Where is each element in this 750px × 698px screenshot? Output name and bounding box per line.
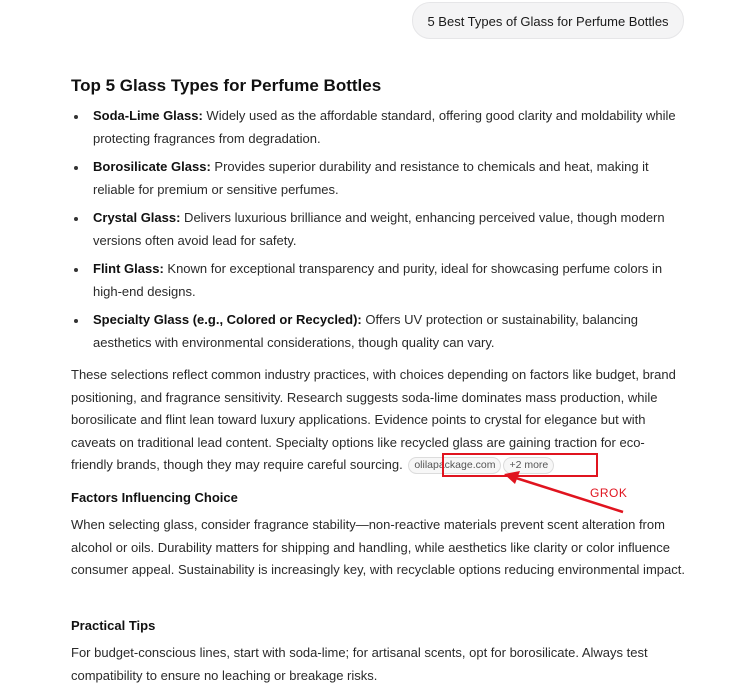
factors-heading: Factors Influencing Choice <box>71 490 238 505</box>
list-item-desc: Delivers luxurious brilliance and weight, enhancing perceived value, though modern versions often avoid lead for safety. <box>93 210 665 248</box>
list-item-desc: Widely used as the affordable standard, offering good clarity and moldability while protecting fragrances from degradation. <box>93 108 676 146</box>
tips-heading: Practical Tips <box>71 618 156 633</box>
summary-text: These selections reflect common industry practices, with choices depending on factors like budget, brand positioning, and fragrance sensitivity. Research suggests soda-lime dominates mass production, while borosilicate and flint lean toward luxury applications. Evidence points to crystal for elegance but with caveats on traditional lead content. Specialty options like recycled glass are gaining traction for eco-friendly brands, though they may require careful sourcing. <box>71 367 676 472</box>
annotation-label: GROK <box>590 486 628 500</box>
list-item-name: Specialty Glass (e.g., Colored or Recycled): <box>93 312 362 327</box>
user-message-bubble: 5 Best Types of Glass for Perfume Bottles <box>412 2 684 39</box>
list-item-desc: Provides superior durability and resistance to chemicals and heat, making it reliable for premium or sensitive perfumes. <box>93 159 649 197</box>
list-item-name: Flint Glass: <box>93 261 164 276</box>
response-title: Top 5 Glass Types for Perfume Bottles <box>71 76 382 95</box>
list-item-name: Soda-Lime Glass: <box>93 108 203 123</box>
more-sources-chip[interactable]: +2 more <box>503 457 554 474</box>
source-chip[interactable]: olilapackage.com <box>408 457 501 474</box>
list-item-desc: Offers UV protection or sustainability, balancing aesthetics with environmental considerations, though quality can vary. <box>93 312 639 350</box>
list-item-name: Borosilicate Glass: <box>93 159 211 174</box>
list-item-desc: Known for exceptional transparency and purity, ideal for showcasing perfume colors in high-end designs. <box>93 261 663 299</box>
list-item-name: Crystal Glass: <box>93 210 181 225</box>
factors-paragraph: When selecting glass, consider fragrance stability—non-reactive materials prevent scent alteration from alcohol or oils. Durability matters for shipping and handling, while aesthetics like clarity or color influence consumer appeal. Sustainability is increasingly key, with recyclable options reducing environmental impact. <box>71 517 685 577</box>
tips-paragraph: For budget-conscious lines, start with soda-lime; for artisanal scents, opt for borosilicate. Always test compatibility to ensure no leaching or breakage risks. <box>71 645 648 683</box>
